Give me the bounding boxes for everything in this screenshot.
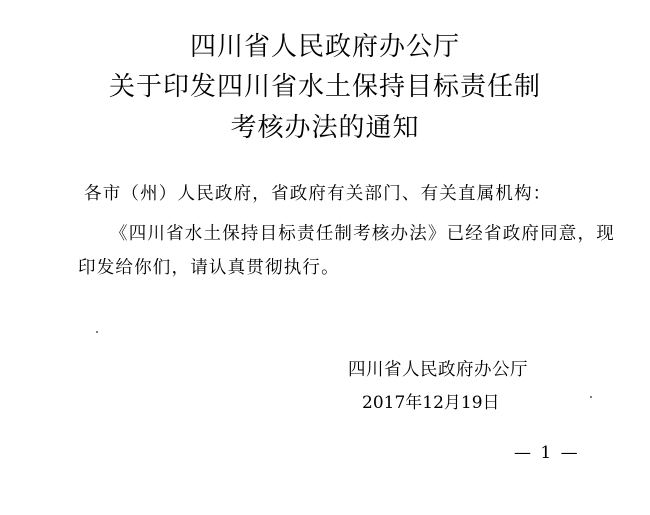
title-line-2: 关于印发四川省水土保持目标责任制 [108,72,541,102]
page-number: — 1 — [514,443,580,463]
paragraph-line-2: 印发给你们，请认真贯彻执行。 [78,258,340,278]
title-line-1: 四川省人民政府办公厅 [189,32,460,62]
issuing-office: 四川省人民政府办公厅 [348,360,528,380]
issue-date: 2017年12月19日 [362,393,500,413]
scan-speck [96,331,98,333]
scan-speck [590,396,592,398]
salutation: 各市（州）人民政府，省政府有关部门、有关直属机构： [84,184,552,204]
title-line-3: 考核办法的通知 [230,113,420,143]
paragraph-line-1: 《四川省水土保持目标责任制考核办法》已经省政府同意，现 [110,224,615,244]
